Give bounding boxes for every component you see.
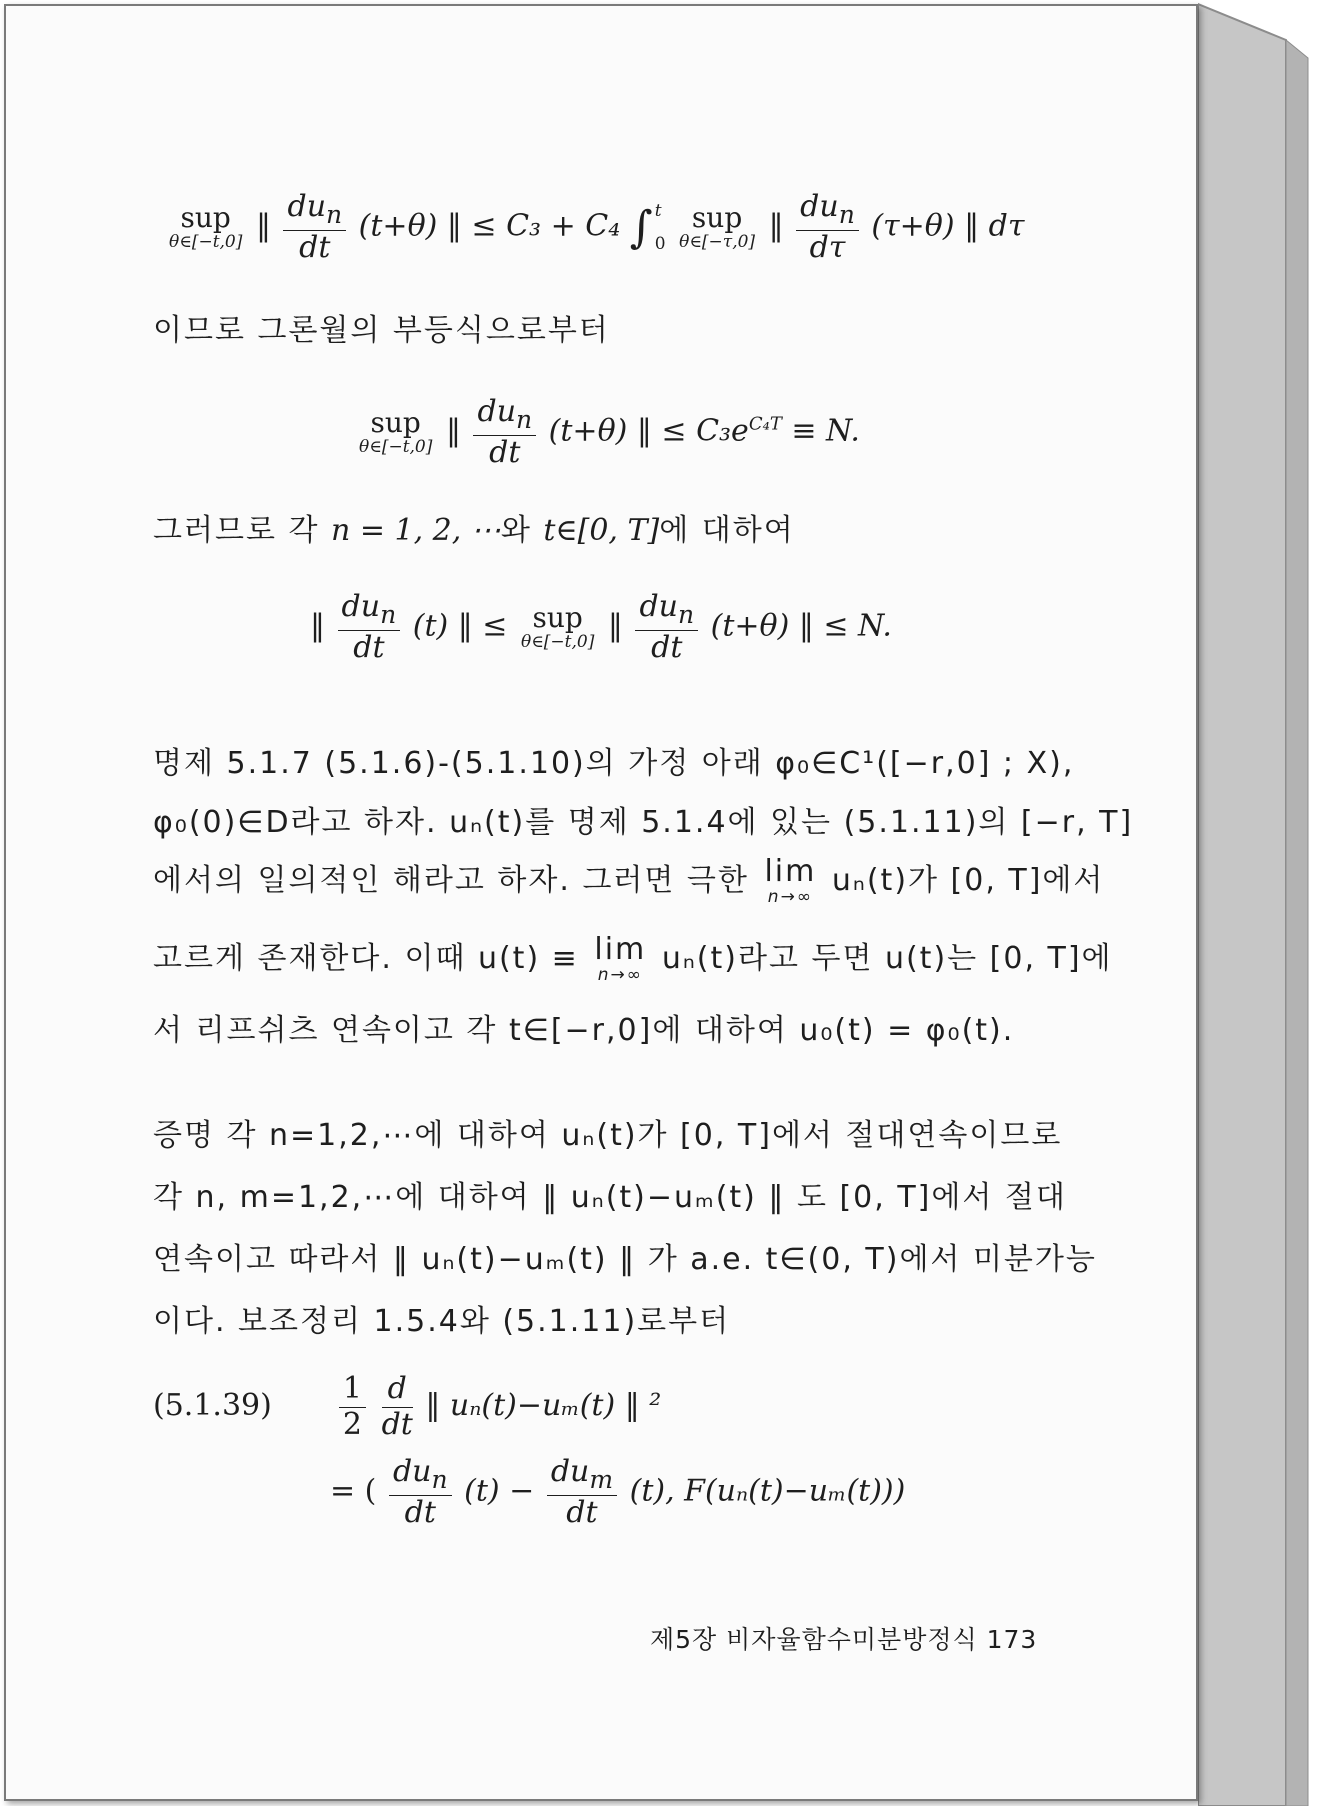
proof-line-3: 연속이고 따라서 ‖ uₙ(t)−uₘ(t) ‖ 가 a.e. t∈(0, T)에서 미분가능 — [153, 1242, 1097, 1277]
equation-number: (5.1.39) — [153, 1388, 272, 1423]
proposition-line-1: 명제 5.1.7 (5.1.6)-(5.1.10)의 가정 아래 φ₀∈C¹([−r,0] ; X), — [153, 746, 1075, 781]
proposition-line-4: 고르게 존재한다. 이때 u(t) ≡ lim n→∞ uₙ(t)라고 두면 u(t)는 [0, T]에 — [153, 932, 1113, 985]
text-line-2: 그러므로 각 n = 1, 2, ⋯와 t∈[0, T]에 대하여 — [153, 513, 795, 548]
proof-line-1: 증명 각 n=1,2,⋯에 대하여 uₙ(t)가 [0, T]에서 절대연속이므로 — [153, 1118, 1063, 1153]
proof-line-4: 이다. 보조정리 1.5.4와 (5.1.11)로부터 — [153, 1304, 731, 1339]
proposition-line-5: 서 리프쉬츠 연속이고 각 t∈[−r,0]에 대하여 u₀(t) = φ₀(t). — [153, 1013, 1015, 1048]
equation-4: (5.1.39) $\frac{1}{2}$ $\frac{d}{dt}$ ‖ uₙ(t)−uₘ(t) ‖ ² — [153, 1371, 662, 1442]
text-line-1: 이므로 그론월의 부등식으로부터 — [153, 313, 610, 348]
equation-3: ‖ $\frac{du_n}{dt}$ (t) ‖ ≤ sup θ∈[−t,0] ‖ $\frac{du_n}{dt}$ (t+θ) ‖ ≤ N. — [310, 589, 892, 665]
proposition-line-2: φ₀(0)∈D라고 하자. uₙ(t)를 명제 5.1.4에 있는 (5.1.11)의 [−r, T] — [153, 805, 1134, 840]
equation-5: = ( $\frac{du_n}{dt}$ (t) − $\frac{du_m}{dt}$ (t), F(uₙ(t)−uₘ(t))) — [330, 1454, 906, 1530]
proposition-line-3: 에서의 일의적인 해라고 하자. 그러면 극한 lim n→∞ uₙ(t)가 [0, T]에서 — [153, 854, 1105, 907]
proof-line-2: 각 n, m=1,2,⋯에 대하여 ‖ uₙ(t)−uₘ(t) ‖ 도 [0, T]에서 절대 — [153, 1180, 1067, 1215]
book-side-edge — [1198, 0, 1325, 1806]
page-footer: 제5장 비자율함수미분방정식 173 — [650, 1625, 1038, 1654]
equation-2: sup θ∈[−t,0] ‖ $\frac{du_n}{dt}$ (t+θ) ‖ ≤ $C_3e^{C_4T} \equiv N$. — [359, 394, 860, 470]
equation-1: sup θ∈[−t,0] ‖ $\frac{du_n}{dt}$ (t+θ) ‖ ≤ C₃ + C₄ ∫ t 0 sup θ∈[−τ,0] ‖ $\frac{du_n}{d\tau}$ (τ+θ) ‖ dτ — [169, 189, 1025, 265]
